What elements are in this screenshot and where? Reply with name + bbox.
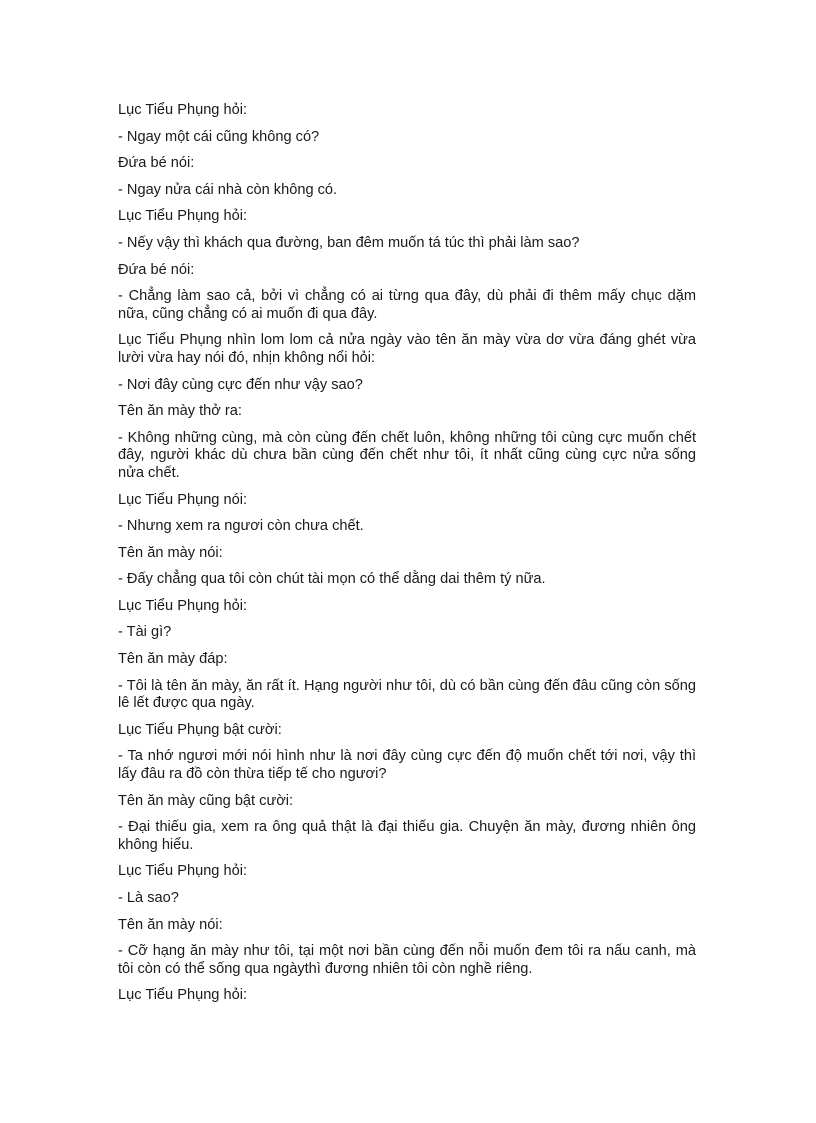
paragraph-5: Lục Tiểu Phụng hỏi: (118, 208, 248, 225)
paragraph-22: - Ta nhớ ngươi mới nói hình như là nơi đây cùng cực đến độ muốn chết tới nơi, vậy thì lấy đâu ra đồ còn thừa tiếp tế cho ngươi? (118, 748, 696, 783)
paragraph-19: Tên ăn mày đáp: (118, 651, 228, 668)
paragraph-16: - Đấy chẳng qua tôi còn chút tài mọn có thể dằng dai thêm tý nữa. (118, 571, 546, 588)
paragraph-8: - Chẳng làm sao cả, bởi vì chẳng có ai từng qua đây, dù phải đi thêm mấy chục dặm nữa, cũng chẳng có ai muốn đi qua đây. (118, 288, 696, 322)
paragraph-26: - Là sao? (118, 890, 179, 906)
paragraph-7: Đứa bé nói: (118, 261, 195, 278)
paragraph-15: Tên ăn mày nói: (118, 544, 223, 561)
paragraph-11: Tên ăn mày thở ra: (118, 403, 242, 420)
paragraph-25: Lục Tiểu Phụng hỏi: (118, 863, 248, 880)
paragraph-4: - Ngay nửa cái nhà còn không có. (118, 181, 338, 198)
paragraph-28: - Cỡ hạng ăn mày như tôi, tại một nơi bần cùng đến nỗi muốn đem tôi ra nấu canh, mà tôi còn có thể sống qua ngàythì đương nhiên tôi còn nghề riêng. (118, 943, 696, 977)
paragraph-2: - Ngay một cái cũng không có? (118, 128, 320, 145)
paragraph-17: Lục Tiểu Phụng hỏi: (118, 597, 248, 614)
paragraph-12: - Không những cùng, mà còn cùng đến chết luôn, không những tôi cùng cực muốn chết đây, người khác dù chưa bần cùng đến chết như tôi, ít nhất cũng cùng cực nửa sống nửa chết. (118, 429, 696, 481)
paragraph-27: Tên ăn mày nói: (118, 916, 223, 933)
paragraph-21: Lục Tiểu Phụng bật cười: (118, 721, 282, 738)
paragraph-6: - Nếy vậy thì khách qua đường, ban đêm muốn tá túc thì phải làm sao? (118, 234, 580, 251)
paragraph-18: - Tài gì? (118, 624, 172, 641)
paragraph-13: Lục Tiểu Phụng nói: (118, 491, 248, 508)
paragraph-1: Lục Tiểu Phụng hỏi: (118, 102, 248, 118)
paragraph-23: Tên ăn mày cũng bật cười: (118, 792, 294, 809)
paragraph-9: Lục Tiểu Phụng nhìn lom lom cả nửa ngày vào tên ăn mày vừa dơ vừa đáng ghét vừa lười vừa hay nói đó, nhịn không nổi hỏi: (118, 332, 696, 366)
paragraph-20: - Tôi là tên ăn mày, ăn rất ít. Hạng người như tôi, dù có bần cùng đến đâu cũng còn sống lê lết được qua ngày. (118, 677, 696, 712)
paragraph-3: Đứa bé nói: (118, 155, 195, 172)
document-body (118, 102, 696, 1014)
paragraph-24: - Đại thiếu gia, xem ra ông quả thật là đại thiếu gia. Chuyện ăn mày, đương nhiên ông không hiểu. (118, 819, 696, 853)
paragraph-14: - Nhưng xem ra ngươi còn chưa chết. (118, 518, 364, 535)
paragraph-29: Lục Tiểu Phụng hỏi: (118, 987, 248, 1004)
paragraph-10: - Nơi đây cùng cực đến như vậy sao? (118, 376, 363, 393)
